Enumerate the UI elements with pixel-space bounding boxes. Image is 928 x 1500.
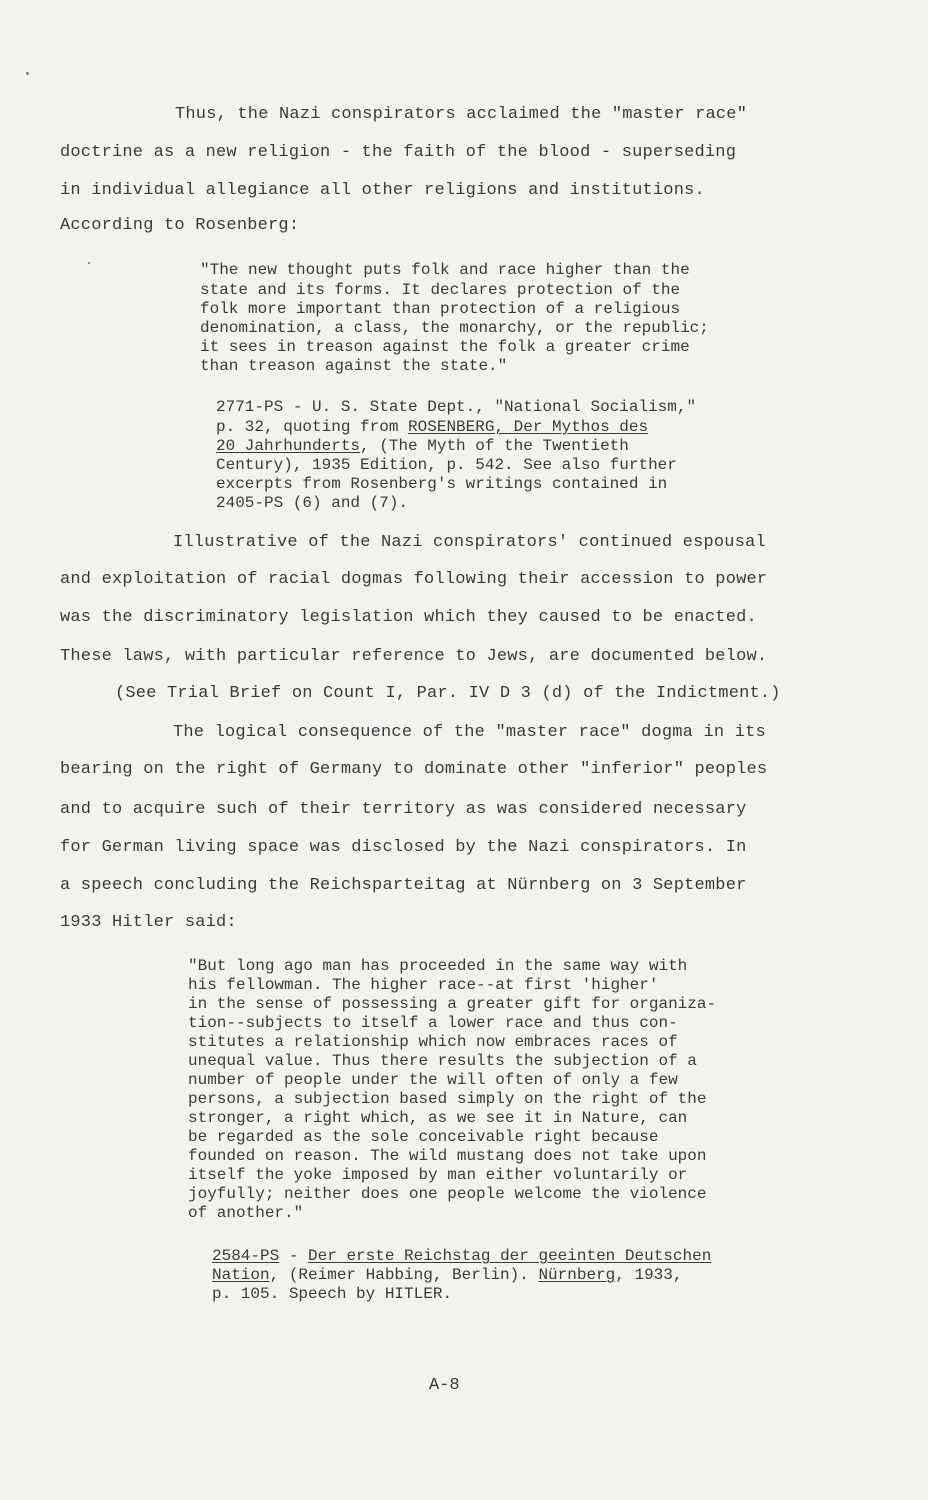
citation-line — [216, 419, 648, 435]
citation-doc-number: 2584-PS — [212, 1247, 280, 1265]
quote-line: denomination, a class, the monarchy, or the republic; — [200, 319, 709, 337]
paper-speck — [26, 72, 29, 75]
quote-line: number of people under the will often of only a few — [188, 1071, 678, 1089]
quote-line: it sees in treason against the folk a greater crime — [200, 338, 690, 356]
body-line: and exploitation of racial dogmas following their accession to power — [60, 570, 768, 589]
citation-underlined-place: Nürnberg — [538, 1266, 616, 1284]
citation-line — [212, 1267, 682, 1283]
quote-line: persons, a subjection based simply on the right of the — [188, 1090, 707, 1108]
quote-line: folk more important than protection of a religious — [200, 300, 681, 318]
body-line: Thus, the Nazi conspirators acclaimed the "master race" — [175, 105, 748, 124]
body-line: a speech concluding the Reichsparteitag at Nürnberg on 3 September — [60, 876, 747, 895]
quote-line: "The new thought puts folk and race higher than the — [200, 261, 690, 279]
body-line: doctrine as a new religion - the faith of the blood - superseding — [60, 143, 737, 162]
body-line: for German living space was disclosed by the Nazi conspirators. In — [60, 838, 747, 857]
citation-line: Century), 1935 Edition, p. 542. See also further — [216, 456, 677, 474]
body-line: The logical consequence of the "master race" dogma in its — [173, 723, 766, 742]
page-number: A-8 — [429, 1376, 460, 1395]
citation-line — [212, 1248, 711, 1264]
citation-text: , (The Myth of the Twentieth — [360, 437, 629, 455]
quote-line: founded on reason. The wild mustang does not take upon — [188, 1147, 707, 1165]
body-line: (See Trial Brief on Count I, Par. IV D 3 (d) of the Indictment.) — [115, 684, 781, 703]
citation-line — [216, 438, 629, 454]
body-line: in individual allegiance all other religions and institutions. — [60, 181, 705, 200]
citation-text: , (Reimer Habbing, Berlin). — [269, 1266, 539, 1284]
citation-line: excerpts from Rosenberg's writings contained in — [216, 475, 668, 493]
quote-line: state and its forms. It declares protection of the — [200, 281, 681, 299]
quote-line: "But long ago man has proceeded in the same way with — [188, 957, 688, 975]
body-line: These laws, with particular reference to Jews, are documented below. — [60, 647, 768, 666]
quote-line: joyfully; neither does one people welcome the violence — [188, 1185, 707, 1203]
citation-underlined-title: ROSENBERG, Der Mythos des — [408, 418, 649, 436]
citation-text: - — [279, 1247, 309, 1265]
quote-line: stitutes a relationship which now embraces races of — [188, 1033, 678, 1051]
citation-underlined-title: Nation — [212, 1266, 270, 1284]
body-line: 1933 Hitler said: — [60, 913, 237, 932]
quote-line: in the sense of possessing a greater gift for organiza- — [188, 995, 717, 1013]
quote-line: of another." — [188, 1204, 304, 1222]
body-line: bearing on the right of Germany to dominate other "inferior" peoples — [60, 760, 768, 779]
body-line: According to Rosenberg: — [60, 216, 300, 235]
body-line: was the discriminatory legislation which they caused to be enacted. — [60, 608, 757, 627]
body-line: Illustrative of the Nazi conspirators' continued espousal — [173, 533, 766, 552]
quote-line: itself the yoke imposed by man either voluntarily or — [188, 1166, 688, 1184]
quote-line: tion--subjects to itself a lower race and thus con- — [188, 1014, 678, 1032]
citation-underlined-title: 20 Jahrhunderts — [216, 437, 361, 455]
quote-line: stronger, a right which, as we see it in Nature, can — [188, 1109, 688, 1127]
citation-text: , 1933, — [615, 1266, 683, 1284]
paper-speck — [88, 262, 90, 264]
citation-text: p. 32, quoting from — [216, 418, 409, 436]
quote-line: his fellowman. The higher race--at first 'higher' — [188, 976, 659, 994]
body-line: and to acquire such of their territory as was considered necessary — [60, 800, 747, 819]
citation-underlined-title: Der erste Reichstag der geeinten Deutschen — [308, 1247, 712, 1265]
citation-line: 2405-PS (6) and (7). — [216, 494, 409, 512]
quote-line: unequal value. Thus there results the subjection of a — [188, 1052, 697, 1070]
quote-line: be regarded as the sole conceivable right because — [188, 1128, 659, 1146]
citation-line: 2771-PS - U. S. State Dept., "National Socialism," — [216, 398, 697, 416]
citation-line: p. 105. Speech by HITLER. — [212, 1285, 453, 1303]
quote-line: than treason against the state." — [200, 357, 508, 375]
